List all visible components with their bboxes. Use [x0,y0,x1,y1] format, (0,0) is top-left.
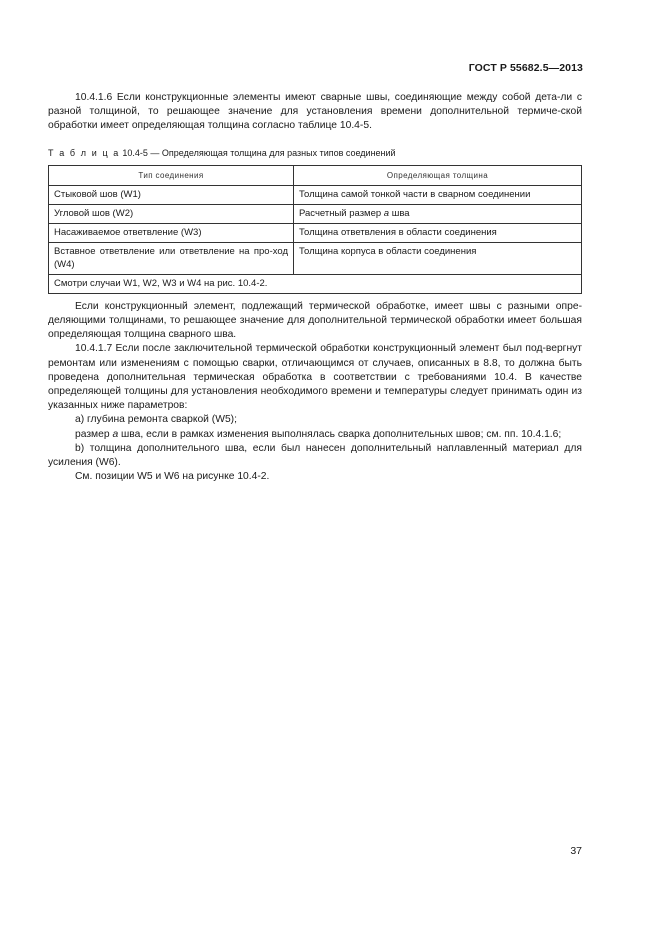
cell-joint-type: Угловой шов (W2) [49,204,294,223]
cell-thickness: Толщина корпуса в области соединения [294,242,582,274]
table-row [49,204,582,223]
table-header-row [49,165,582,185]
column-header-thickness: Определяющая толщина [294,165,582,185]
list-item-b: b) толщина дополнительного шва, если был нанесен дополнительный наплавленный материал для усиления (W6). [48,442,582,469]
cell-joint-type: Стыковой шов (W1) [49,185,294,204]
list-item-a-size [48,428,582,442]
column-header-type: Тип соединения [49,165,294,185]
table-row [49,223,582,242]
table-caption-text: 10.4-5 — Определяющая толщина для разных типов соединений [119,147,396,158]
table-caption-prefix: Т а б л и ц а [48,147,120,158]
cell-joint-type: Насаживаемое ответвление (W3) [49,223,294,242]
list-item-text: размер [75,428,113,440]
table-caption [48,146,582,160]
table-footer-note: Смотри случаи W1, W2, W3 и W4 на рис. 10.4-2. [49,274,582,293]
page-number: 37 [570,845,582,857]
table-footer-row [49,274,582,293]
document-header: ГОСТ Р 55682.5—2013 [468,62,583,74]
cell-joint-type: Вставное ответвление или ответвление на про-ход (W4) [49,242,294,274]
cell-thickness-symbol: a [383,207,390,219]
cell-thickness: Толщина ответвления в области соединения [294,223,582,242]
see-also-note: См. позиции W5 и W6 на рисунке 10.4-2. [75,471,270,483]
cell-thickness-text: шва [389,207,410,219]
paragraph-10-4-1-6: 10.4.1.6 Если конструкционные элементы имеют сварные швы, соединяющие между собой дета-ли с разной толщиной, то решающее значение для установления времени дополнительной термиче-ской обработки имеет определяющая толщина согласно таблице 10.4-5. [48,92,582,132]
list-item-text: шва, если в рамках изменения выполнялась сварка дополнительных швов; см. пп. 10.4.1.6; [118,428,562,440]
list-item-a: а) глубина ремонта сваркой (W5); [75,414,237,426]
cell-thickness: Толщина самой тонкой части в сварном соединении [294,185,582,204]
table-row [49,242,582,274]
table-row [49,185,582,204]
thickness-table [48,165,582,294]
cell-thickness-text: Расчетный размер [299,207,384,219]
cell-thickness [294,204,582,223]
main-content [48,91,582,484]
paragraph-10-4-1-7: 10.4.1.7 Если после заключительной термической обработки конструкционный элемент был под-вергнут ремонтам или изменениям с помощью сварки, отличающимся от случаев, описанных в 8.8, то должна быть проведена дополнительная термическая обработка в соответствии с требованиями 10.4. В качестве определяющей толщины для установления необходимого времени и температуры следует принимать один из указанных ниже параметров: [48,343,582,412]
paragraph-different-thickness: Если конструкционный элемент, подлежащий термической обработке, имеет швы с разными опре-деляющими толщинами, то решающее значение для дополнительной термической обработки имеет большая определяющая толщина сварного шва. [48,300,582,341]
list-item-symbol: a [112,428,119,440]
